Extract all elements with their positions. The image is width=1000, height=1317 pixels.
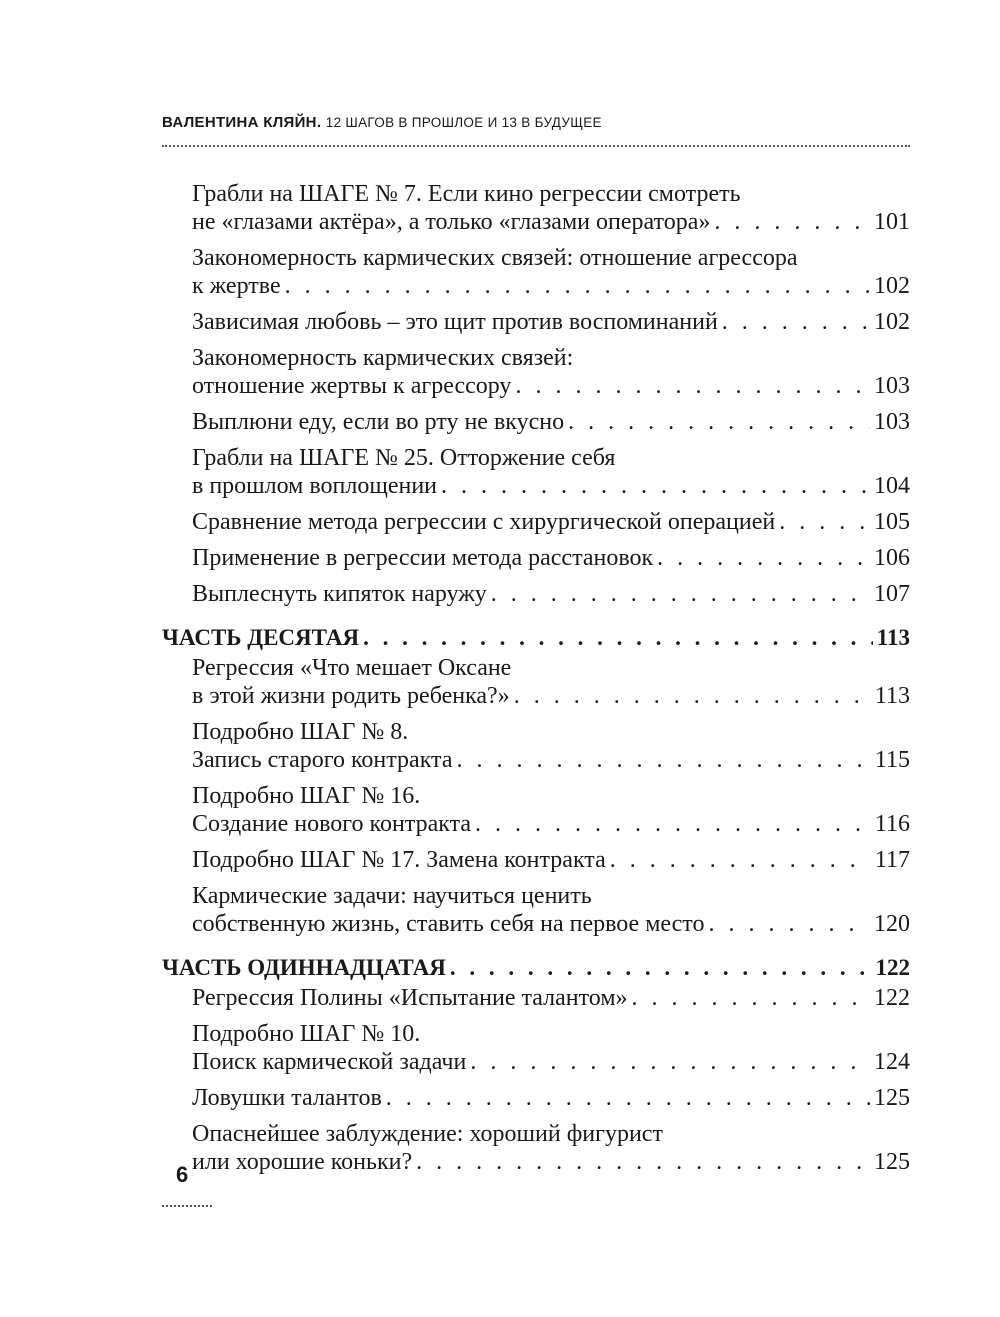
toc-entry: [162, 782, 910, 838]
toc-entry: [162, 580, 910, 608]
table-of-contents: [162, 180, 910, 1184]
toc-entry-title: Ловушки талантов: [192, 1085, 382, 1111]
toc-page-number: 115: [874, 747, 910, 773]
toc-entry: [162, 308, 910, 336]
toc-entry-title: в этой жизни родить ребенка?»: [192, 683, 510, 709]
toc-page-number: 122: [875, 955, 910, 980]
dot-leader: [475, 810, 871, 838]
dot-leader: [515, 372, 870, 400]
dot-leader: [470, 1048, 870, 1076]
dot-leader: [514, 682, 871, 710]
toc-entry-title: ЧАСТЬ ДЕСЯТАЯ: [162, 625, 360, 650]
toc-page-number: 116: [874, 811, 910, 837]
dot-leader: [610, 846, 871, 874]
toc-entry: [162, 244, 910, 300]
dot-leader: [722, 308, 870, 336]
toc-entry-title-line1: Грабли на ШАГЕ № 25. Отторжение себя: [192, 445, 616, 471]
toc-entry-title: отношение жертвы к агрессору: [192, 373, 512, 399]
running-head: [162, 114, 910, 131]
dot-leader: [416, 1148, 870, 1176]
toc-entry-title: Создание нового контракта: [192, 811, 472, 837]
toc-page-number: 125: [874, 1085, 910, 1111]
toc-entry-title-line1: Закономерность кармических связей: отношение агрессора: [192, 245, 798, 271]
toc-page-number: 122: [874, 985, 910, 1011]
page-number: 6: [176, 1162, 189, 1187]
dot-leader: [708, 910, 870, 938]
toc-entry-title-line1: Подробно ШАГ № 8.: [192, 719, 409, 745]
toc-page-number: 107: [874, 581, 910, 607]
toc-entry: [162, 408, 910, 436]
toc-entry-title: Поиск кармической задачи: [192, 1049, 467, 1075]
toc-page-number: 102: [874, 273, 910, 299]
dot-leader: [441, 472, 870, 500]
dot-leader: [779, 508, 870, 536]
toc-entry-title: Выплюни еду, если во рту не вкусно: [192, 409, 565, 435]
toc-entry: [162, 984, 910, 1012]
toc-entry: [162, 180, 910, 236]
header-dotted-rule: [162, 145, 910, 147]
toc-entry-title: Применение в регрессии метода расстановок: [192, 545, 654, 571]
toc-entry-title: Зависимая любовь – это щит против воспоминаний: [192, 309, 718, 335]
dot-leader: [450, 954, 872, 982]
toc-entry-title: Запись старого контракта: [192, 747, 453, 773]
toc-page-number: 104: [874, 473, 910, 499]
toc-entry: [162, 846, 910, 874]
toc-entry-title: ЧАСТЬ ОДИННАДЦАТАЯ: [162, 955, 446, 980]
dot-leader: [657, 544, 870, 572]
toc-entry: [162, 1120, 910, 1176]
toc-entry-title-line1: Подробно ШАГ № 16.: [192, 783, 421, 809]
toc-page-number: 106: [874, 545, 910, 571]
toc-entry: [162, 1020, 910, 1076]
dot-leader: [363, 624, 873, 652]
toc-entry-title-line1: Кармические задачи: научиться ценить: [192, 883, 592, 909]
toc-entry-title-line1: Подробно ШАГ № 10.: [192, 1021, 421, 1047]
toc-entry-title: не «глазами актёра», а только «глазами оператора»: [192, 209, 711, 235]
toc-entry: [162, 508, 910, 536]
dot-leader: [491, 580, 870, 608]
toc-entry: [162, 718, 910, 774]
toc-entry-title-line1: Грабли на ШАГЕ № 7. Если кино регрессии смотреть: [192, 181, 741, 207]
toc-page-number: 103: [874, 373, 910, 399]
toc-entry-title: собственную жизнь, ставить себя на первое место: [192, 911, 705, 937]
dot-leader: [632, 984, 870, 1012]
toc-entry: [162, 544, 910, 572]
dot-leader: [285, 272, 870, 300]
toc-entry-title: к жертве: [192, 273, 281, 299]
dot-leader: [386, 1084, 870, 1112]
toc-entry: [162, 444, 910, 500]
toc-entry-title-line1: Регрессия «Что мешает Оксане: [192, 655, 512, 681]
running-head-author: ВАЛЕНТИНА КЛЯЙН.: [162, 114, 322, 131]
dot-leader: [456, 746, 870, 774]
toc-entry-title: Регрессия Полины «Испытание талантом»: [192, 985, 628, 1011]
toc-page-number: 101: [874, 209, 910, 235]
toc-page-number: 120: [874, 911, 910, 937]
toc-page-number: 103: [874, 409, 910, 435]
toc-entry-title-line1: Закономерность кармических связей:: [192, 345, 574, 371]
toc-page-number: 124: [874, 1049, 910, 1075]
toc-entry-title: или хорошие коньки?: [192, 1149, 413, 1175]
toc-part-heading: [162, 954, 910, 982]
dot-leader: [568, 408, 870, 436]
toc-entry-title: Подробно ШАГ № 17. Замена контракта: [192, 847, 606, 873]
toc-page-number: 102: [874, 309, 910, 335]
toc-entry-title: Выплеснуть кипяток наружу: [192, 581, 487, 607]
toc-entry: [162, 882, 910, 938]
toc-entry-title: в прошлом воплощении: [192, 473, 438, 499]
toc-part-heading: [162, 624, 910, 652]
running-head-book-title: 12 ШАГОВ В ПРОШЛОЕ И 13 В БУДУЩЕЕ: [325, 115, 602, 130]
toc-page-number: 113: [874, 683, 910, 709]
toc-page-number: 125: [874, 1149, 910, 1175]
toc-page-number: 117: [874, 847, 910, 873]
toc-entry: [162, 654, 910, 710]
toc-entry: [162, 344, 910, 400]
footer-dotted-rule: [162, 1205, 212, 1207]
toc-page-number: 113: [876, 625, 910, 650]
toc-entry: [162, 1084, 910, 1112]
dot-leader: [714, 208, 870, 236]
toc-entry-title-line1: Опаснейшее заблуждение: хороший фигурист: [192, 1121, 663, 1147]
toc-entry-title: Сравнение метода регрессии с хирургической операцией: [192, 509, 776, 535]
toc-page-number: 105: [874, 509, 910, 535]
